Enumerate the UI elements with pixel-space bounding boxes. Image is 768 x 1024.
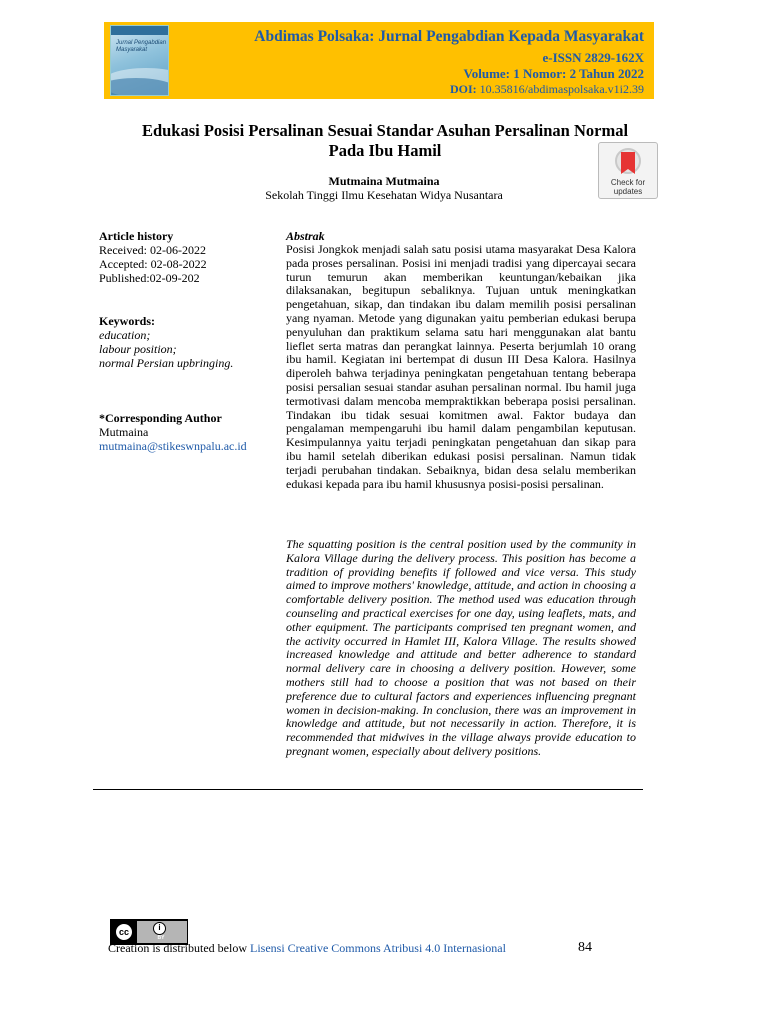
page-number: 84 <box>578 940 592 955</box>
article-history <box>99 229 274 285</box>
abstract-indonesian: Posisi Jongkok menjadi salah satu posisi utama masyarakat Desa Kalora pada proses persalinan. Posisi ini menjadi tradisi yang dipercayai secara turun temurun akan memberikan keuntungan/kebaikan jika dilaksanakan, begitupun sebaliknya. Tujuan untuk meningkatkan pengetahuan, sikap, dan tindakan ibu dalam memilih posisi persalinan yang nyaman. Metode yang digunakan yaitu pemberian edukasi berupa penyuluhan dan praktikum selama satu hari menggunakan alat bantu lieflet serta matras dan perangkat lainnya. Peserta berjumlah 10 orang ibu hamil. Kegiatan ini bertempat di dusun III Desa Kalora. Hasilnya diperoleh bahwa terjadinya peningkatan pengetahuan tentang beberapa posisi persalian sesuai standar asuhan persalinan normal. Ibu hamil juga termotivasi dalam mencoba mempraktikkan beberapa posisi persalinan. Tindakan ibu tidak sesuai komitmen awal. Faktor budaya dan pengalaman mempengaruhi ibu hamil dalam pengambilan keputusan. Kesimpulannya yaitu terjadi peningkatan pengetahuan dan sikap para ibu hamil setelah diberikan edukasi posisi persalinan. Namun tidak terjadi perubahan tindakan. Sebaiknya, bidan desa selalu memberikan edukasi kepada para ibu hamil khususnya posisi-posisi persalinan. <box>286 242 636 491</box>
corresponding-email-link[interactable]: mutmaina@stikeswnpalu.ac.id <box>99 439 247 453</box>
author-name: Mutmaina Mutmaina <box>328 174 440 188</box>
abstract-english: The squatting position is the central position used by the community in Kalora Village during the delivery process. This position has become a tradition of providing benefits if followed and vice versa. This study aimed to improve mothers' knowledge, attitude, and action in choosing a comfortable delivery position. The method used was education through counseling and practical exercises for one day, using leaflets, mats, and other equipment. The participants comprised ten pregnant women, and the activity occurred in Hamlet III, Kalora Village. The results showed increased knowledge and attitude and better adherence to standard normal delivery care in choosing a delivery position. However, some mothers still had to choose a position that was not based on their preference due to cultural factors and experiences influencing pregnant women in decision-making. In conclusion, there was an improvement in knowledge and attitude, but not necessarily in action. Therefore, it is recommended that midwives in the village always provide education to pregnant women, especially about delivery positions. <box>286 537 636 758</box>
journal-issn: e-ISSN 2829-162X <box>542 50 644 65</box>
by-label: BY <box>157 935 165 941</box>
bookmark-ribbon-icon <box>621 152 635 169</box>
history-published: Published:02-09-202 <box>99 271 200 285</box>
section-divider <box>93 789 643 790</box>
keyword-item: education; <box>99 328 151 342</box>
doi-label: DOI: <box>450 82 477 96</box>
history-received: Received: 02-06-2022 <box>99 243 206 257</box>
keywords-heading: Keywords: <box>99 314 155 328</box>
corresponding-name: Mutmaina <box>99 425 149 439</box>
cc-icon: cc <box>114 922 134 942</box>
cover-wave <box>110 78 169 96</box>
article-title-line: Edukasi Posisi Persalinan Sesuai Standar Asuhan Persalinan Normal <box>141 121 629 140</box>
journal-volume: Volume: 1 Nomor: 2 Tahun 2022 <box>463 66 644 81</box>
badge-line: updates <box>613 187 643 196</box>
corresponding-author <box>99 411 274 453</box>
journal-doi <box>194 82 644 97</box>
history-accepted: Accepted: 02-08-2022 <box>99 257 207 271</box>
keywords-block <box>99 314 274 370</box>
author-affiliation: Sekolah Tinggi Ilmu Kesehatan Widya Nusantara <box>265 188 503 202</box>
keyword-item: labour position; <box>99 342 177 356</box>
cover-band <box>111 26 168 35</box>
journal-header <box>104 22 654 99</box>
corresponding-heading: *Corresponding Author <box>99 411 222 425</box>
abstract-heading: Abstrak <box>286 229 325 243</box>
cover-title: Jurnal Pengabdian Masyarakat <box>116 40 167 53</box>
keyword-item: normal Persian upbringing. <box>99 356 234 370</box>
doi-link[interactable]: 10.35816/abdimaspolsaka.v1i2.39 <box>479 82 644 96</box>
article-title <box>100 121 670 161</box>
journal-cover-image <box>110 25 169 96</box>
badge-line: Check for <box>610 178 646 187</box>
history-heading: Article history <box>99 229 174 243</box>
license-link[interactable]: Lisensi Creative Commons Atribusi 4.0 Internasional <box>249 941 506 955</box>
attribution-person-icon: i <box>153 922 166 935</box>
license-footer <box>108 941 506 956</box>
article-title-line: Pada Ibu Hamil <box>328 141 442 160</box>
journal-name: Abdimas Polsaka: Jurnal Pengabdian Kepada Masyarakat <box>254 28 644 45</box>
license-text: Creation is distributed below <box>108 941 247 955</box>
